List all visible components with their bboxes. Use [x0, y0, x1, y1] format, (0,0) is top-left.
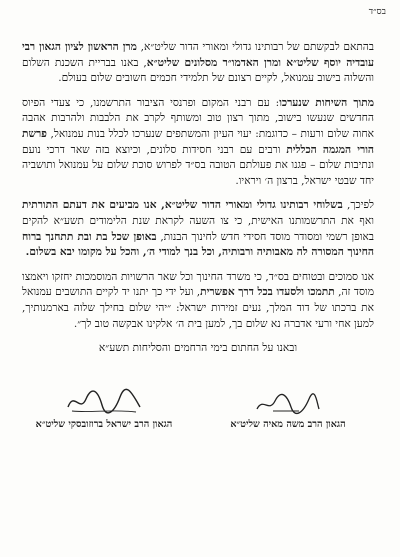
signature-name-right: הגאון הרב משה מאיה שליט״א: [230, 419, 346, 431]
text-run: : עם רבני המקום ופרנסי הציבור התרשמנו, כי צעדי הפיוס החדשים שנעשו בישוב, מתוך רצון טוב ומשותף לקרב את הלבבות ולהרבות אהבה אחוה שלום ורעות – כדוגמת: יעוי העיון והמשתפים שנערכו לכלל בנות עמנואל,: [22, 96, 374, 140]
paragraph-therefore: [22, 198, 374, 260]
closing-line: ובאנו על החתום בימי הרחמים והסליחות תשע״א: [98, 342, 298, 355]
signature-block-right: [208, 391, 368, 430]
text-run: אנו סמוכים ובטוחים בס״ד, כי משרד החינוך וכל שאר הרשויות המוסמכות יחזקו ויאמצו מוסד זה,: [22, 270, 374, 299]
bold-text-run: מתוך השיחות שנערכו: [279, 96, 374, 109]
bold-text-run: באופן שכל בת ובת תתחנך ברוח החינוך המסורה לה מאבותיה ורבותיה, וכל בנך למודי ה׳, והכל על מקומו יבא בשלום.: [22, 230, 374, 259]
text-run: בהתאם לבקשתם של רבותינו גדולי ומאורי הדור שליט״א,: [136, 41, 374, 53]
handwritten-signature-left: [62, 387, 146, 417]
text-run: ואף את התרשמותנו האישית, כי צו השעה לקראת שנת הלימודים תשע״א להקים באופן רשמי ומסודר מוסד חסידי חדש לחינוך הבנות,: [22, 214, 374, 243]
signature-area: [22, 362, 374, 430]
paragraph-conversations: [22, 96, 374, 190]
signature-name-left: הגאון הרב ישראל ברוזובסקי שליט״א: [35, 419, 173, 431]
bold-text-run: מרן הראשון לציון הגאון רבי עובדיה יוסף שליט״א ומרן האדמו״ר מסלונים שליט״א: [22, 41, 374, 69]
bold-text-run: בשלוחי רבותינו גדולי ומאורי הדור שליט״א, אנו מביעים את דעתם התורתית: [22, 199, 343, 212]
text-run: , ועל ידי כך יתנו יד לקיים התושבים עמנואל את ברכתו של דוד המלך, נעים זמירות ישראל: ״יהי שלום בחילך שלוה בארמנותיך, למען אחי ורעי אדברה נא שלום בך, למען בית ה׳ אלקינו אבקשה טוב לך״.: [22, 286, 374, 330]
bold-text-run: פרשת הורי המגמה הכללית: [22, 127, 375, 156]
handwritten-signature-right: [253, 391, 323, 417]
text-run: לפיכך,: [342, 199, 374, 212]
text-run: ורבים עם רבני חסידות סלונים, וכיוצא בזה שאר דרכי נועם ונתיבות שלום – פגנו את פעולתם הטובה בס״ד לפרוש סוכת שלום על עמנואל ותושביה יחד שבטי ישראל, ברצון ה׳ ויראיו.: [22, 143, 374, 187]
bold-text-run: תתמכו ולסעדו בכל דרך אפשרית: [200, 286, 335, 299]
text-run: , באנו בבריית השכנת השלום והשלוה בישוב עמנואל, לקיים רצונם של תלמידי חכמים חשובים שלום בעולם.: [22, 56, 374, 85]
paragraph-request: [22, 40, 374, 87]
paragraph-confidence: [22, 270, 374, 332]
header-mark: בס״ד: [368, 7, 386, 17]
signature-block-left: [24, 387, 184, 430]
